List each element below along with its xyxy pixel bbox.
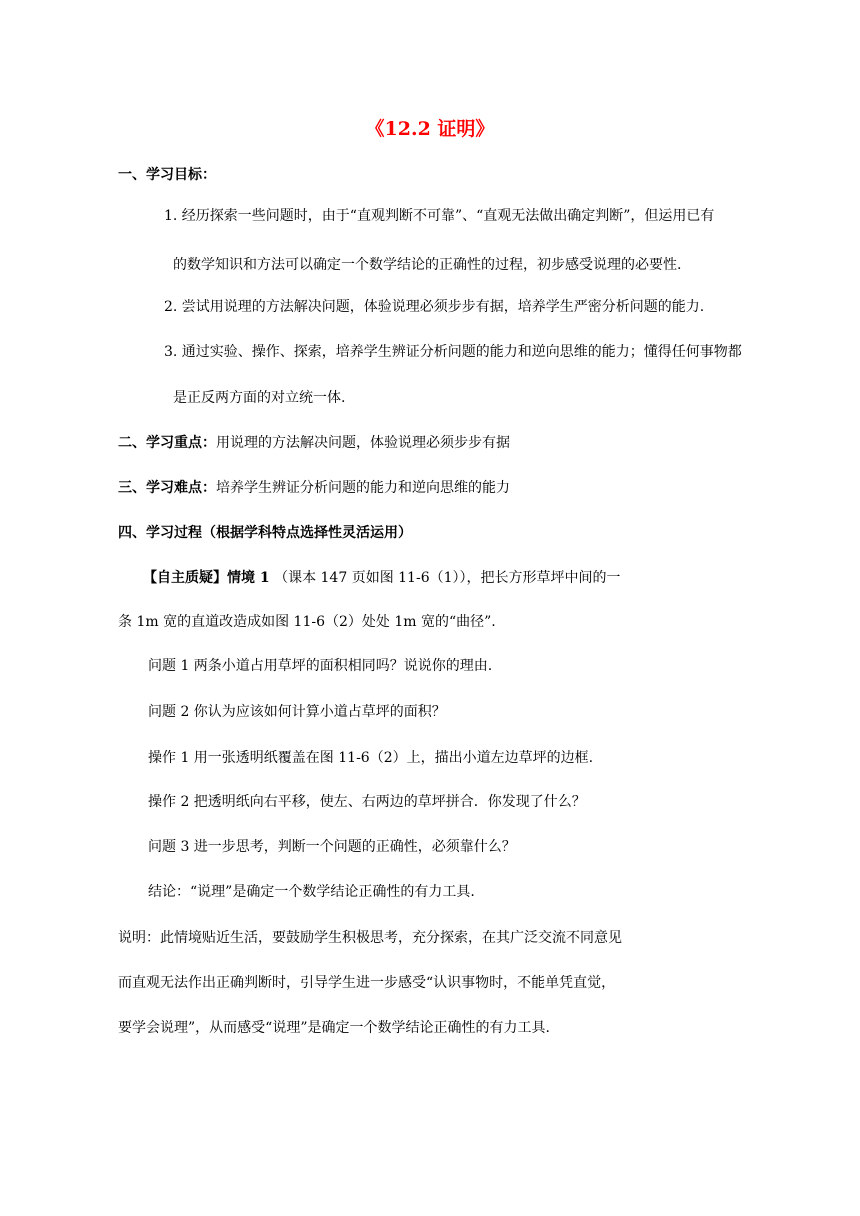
- difficulties-text: 培养学生辨证分析问题的能力和逆向思维的能力: [216, 480, 510, 496]
- question-2: 问题 2 你认为应该如何计算小道占草坪的面积？: [148, 704, 446, 720]
- intro-line-1: [143, 568, 621, 588]
- section-heading-goals: 一、学习目标：: [118, 167, 216, 183]
- section-heading-process: 四、学习过程（根据学科特点选择性灵活运用）: [118, 525, 412, 541]
- section-key-points: [118, 433, 510, 453]
- intro-scenario-text: （课本 147 页如图 11-6（1）），把长方形草坪中间的一: [269, 570, 621, 586]
- section-heading-difficulties: 三、学习难点：: [118, 480, 216, 496]
- goal-1-line-1: 1. 经历探索一些问题时，由于“直观判断不可靠”、“直观无法做出确定判断”，但运用已有: [164, 208, 715, 224]
- note-line-1: 说明：此情境贴近生活，要鼓励学生积极思考，充分探索，在其广泛交流不同意见: [118, 930, 622, 946]
- page-title: 《12.2 证明》: [365, 118, 495, 140]
- operation-2: 操作 2 把透明纸向右平移，使左、右两边的草坪拼合．你发现了什么？: [148, 794, 586, 810]
- goal-1-line-2: 的数学知识和方法可以确定一个数学结论的正确性的过程，初步感受说理的必要性.: [173, 257, 682, 273]
- goal-2-line-1: 2. 尝试用说理的方法解决问题，体验说理必须步步有据，培养学生严密分析问题的能力.: [164, 299, 705, 315]
- question-1: 问题 1 两条小道占用草坪的面积相同吗？说说你的理由.: [148, 658, 493, 674]
- note-line-3: 要学会说理”，从而感受“说理”是确定一个数学结论正确性的有力工具.: [118, 1020, 550, 1036]
- conclusion: 结论：“说理”是确定一个数学结论正确性的有力工具.: [148, 884, 475, 900]
- operation-1: 操作 1 用一张透明纸覆盖在图 11-6（2）上，描出小道左边草坪的边框.: [148, 750, 594, 766]
- intro-scenario-label: 【自主质疑】情境 1: [143, 570, 270, 586]
- key-points-text: 用说理的方法解决问题，体验说理必须步步有据: [216, 435, 510, 451]
- note-line-2: 而直观无法作出正确判断时，引导学生进一步感受“认识事物时，不能单凭直觉，: [118, 975, 616, 991]
- question-3: 问题 3 进一步思考，判断一个问题的正确性，必须靠什么？: [148, 839, 516, 855]
- section-heading-key-points: 二、学习重点：: [118, 435, 216, 451]
- goal-3-line-1: 3. 通过实验、操作、探索，培养学生辨证分析问题的能力和逆向思维的能力；懂得任何事物都: [164, 344, 742, 360]
- section-difficulties: [118, 478, 510, 498]
- intro-line-2: 条 1m 宽的直道改造成如图 11-6（2）处处 1m 宽的“曲径”.: [118, 614, 496, 630]
- goal-3-line-2: 是正反两方面的对立统一体.: [173, 390, 346, 406]
